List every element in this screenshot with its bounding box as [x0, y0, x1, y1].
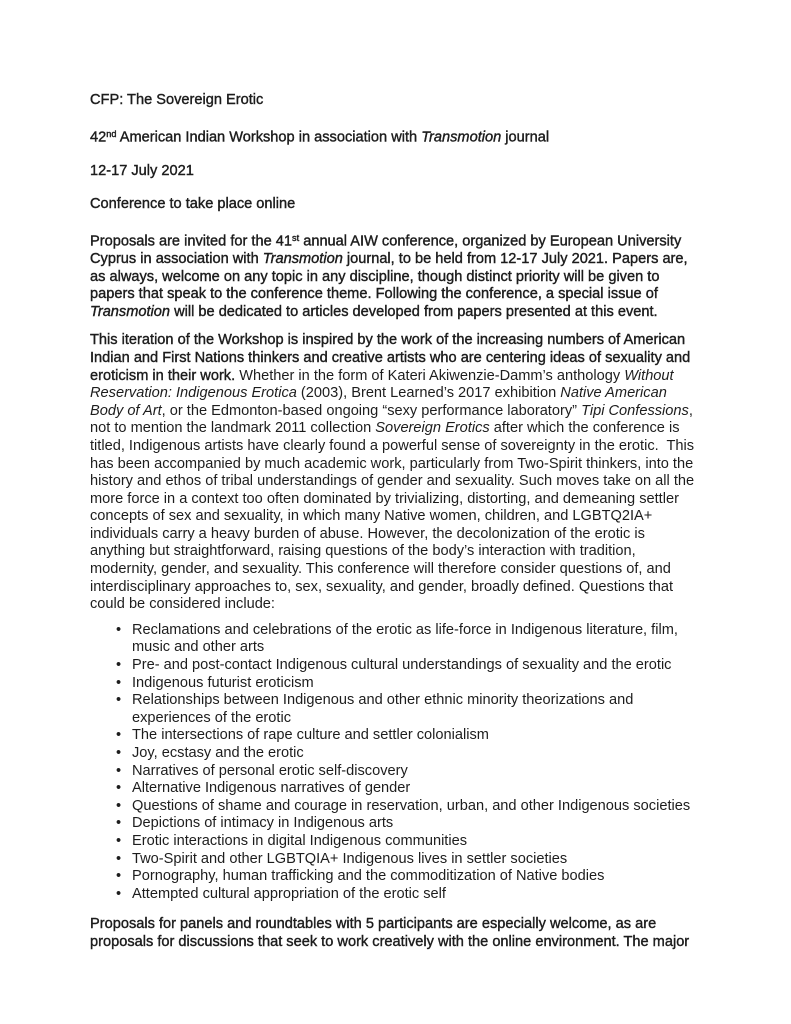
cfp-title: [90, 92, 703, 110]
list-item-text: Depictions of intimacy in Indigenous arts: [132, 815, 394, 832]
bullet-icon: •: [116, 815, 122, 832]
workshop-subtitle: [90, 126, 703, 147]
text-run: This iteration of the Workshop is inspired by the work of the increasing numbers of American Indian and First Nations thinkers and creative artists who are centering ideas of sexuality and eroticism in their work.: [90, 332, 691, 384]
list-item: [90, 745, 703, 763]
conference-mode: [90, 196, 703, 214]
list-item-text: Pre- and post-contact Indigenous cultural understandings of sexuality and the erotic: [132, 657, 672, 674]
text-run: 42: [90, 129, 107, 146]
italic-text: Transmotion: [262, 250, 343, 267]
list-item-text: Two-Spirit and other LGBTQIA+ Indigenous lives in settler societies: [132, 850, 568, 867]
list-item-text: Questions of shame and courage in reservation, urban, and other Indigenous societies: [132, 797, 691, 814]
list-item: [90, 692, 703, 727]
list-item: [90, 833, 703, 851]
bullet-icon: •: [116, 745, 122, 761]
bullet-icon: •: [116, 797, 122, 814]
bullet-icon: •: [116, 692, 122, 709]
closing-paragraph: [90, 916, 703, 951]
italic-text: Without Reservation: Indigenous Erotica: [90, 367, 674, 402]
list-item-text: The intersections of rape culture and settler colonialism: [132, 727, 489, 744]
list-item-text: Relationships between Indigenous and other ethnic minority theorizations and experiences of the erotic: [132, 692, 634, 726]
text-run: Proposals for panels and roundtables with 5 participants are especially welcome, as are proposals for discussions that seek to work creatively with the online environment. The major: [90, 916, 690, 950]
text-run: journal, to be held from 12-17 July 2021. Papers are, as always, welcome on any topic in any discipline, though distinct priority will be given to papers that speak to the conference theme. Following the conference, a special issue of: [90, 250, 688, 303]
list-item: [90, 657, 703, 675]
text-run: journal: [501, 129, 550, 146]
italic-text: Transmotion: [421, 129, 502, 146]
italic-text: Native American Body of Art: [90, 385, 667, 419]
list-item-text: Alternative Indigenous narratives of gender: [132, 780, 411, 797]
superscript-text: nd: [106, 128, 117, 139]
text-run: Conference to take place online: [90, 196, 296, 213]
bullet-icon: •: [116, 674, 122, 691]
list-item: [90, 886, 703, 904]
bullet-icon: •: [116, 621, 122, 638]
list-item-text: Attempted cultural appropriation of the erotic self: [132, 885, 446, 902]
text-run: , not to mention the landmark 2011 collection: [90, 402, 693, 437]
topics-list: [90, 622, 703, 904]
bullet-icon: •: [116, 885, 122, 902]
text-run: CFP: The Sovereign Erotic: [90, 92, 264, 108]
list-item: [90, 763, 703, 781]
list-item: [90, 727, 703, 745]
bullet-icon: •: [116, 868, 122, 885]
italic-text: Tipi Confessions: [581, 402, 689, 419]
text-run: American Indian Workshop in association with: [116, 129, 422, 146]
bullet-icon: •: [116, 657, 122, 674]
list-item-text: Indigenous futurist eroticism: [132, 674, 314, 691]
bullet-icon: •: [116, 832, 122, 849]
text-run: annual AIW conference, organized by European University Cyprus in association with: [90, 233, 682, 267]
list-item: [90, 815, 703, 833]
list-item-text: Erotic interactions in digital Indigenous communities: [132, 832, 468, 849]
superscript-text: st: [292, 232, 300, 243]
list-item: [90, 622, 703, 657]
intro-paragraph: [90, 230, 703, 321]
list-item: [90, 780, 703, 798]
bullet-icon: •: [116, 762, 122, 779]
text-run: (2003), Brent Learned’s 2017 exhibition: [296, 385, 561, 402]
bullet-icon: •: [116, 780, 122, 797]
list-item: [90, 675, 703, 693]
text-run: 12-17 July 2021: [90, 162, 194, 179]
text-run: , or the Edmonton-based ongoing “sexy performance laboratory”: [161, 402, 582, 419]
text-run: will be dedicated to articles developed from papers presented at this event.: [170, 303, 658, 320]
italic-text: Transmotion: [90, 303, 171, 320]
list-item: [90, 851, 703, 869]
text-run: after which the conference is titled, Indigenous artists have clearly found a powerful sense of sovereignty in the erotic. This has been accompanied by much academic work, particularly from Two-Spirit thinkers, into the history and ethos of tribal understandings of gender and sexuality. Such moves take on all the more force in a context too often dominated by trivializing, distorting, and demeaning settler concepts of sex and sexuality, in which many Native women, children, and LGBTQ2IA+ individuals carry a heavy burden of abuse. However, the decolonization of the erotic is anything but straightforward, raising questions of the body’s interaction with tradition, modernity, gender, and sexuality. This conference will therefore consider questions of, and interdisciplinary approaches to, sex, sexuality, and gender, broadly defined. Questions that could be considered include:: [90, 420, 695, 613]
bullet-icon: •: [116, 727, 122, 744]
italic-text: Sovereign Erotics: [375, 420, 490, 437]
text-run: Whether in the form of Kateri Akiwenzie-Damm’s anthology: [235, 367, 625, 384]
text-run: Proposals are invited for the 41: [90, 233, 292, 250]
list-item-text: Reclamations and celebrations of the erotic as life-force in Indigenous literature, film, music and other arts: [132, 621, 678, 656]
theme-paragraph: [90, 332, 703, 614]
bullet-icon: •: [116, 850, 122, 867]
list-item-text: Joy, ecstasy and the erotic: [132, 745, 304, 761]
list-item-text: Narratives of personal erotic self-discovery: [132, 762, 408, 779]
conference-dates: [90, 163, 703, 181]
list-item-text: Pornography, human trafficking and the commoditization of Native bodies: [132, 868, 605, 885]
list-item: [90, 868, 703, 886]
list-item: [90, 798, 703, 816]
